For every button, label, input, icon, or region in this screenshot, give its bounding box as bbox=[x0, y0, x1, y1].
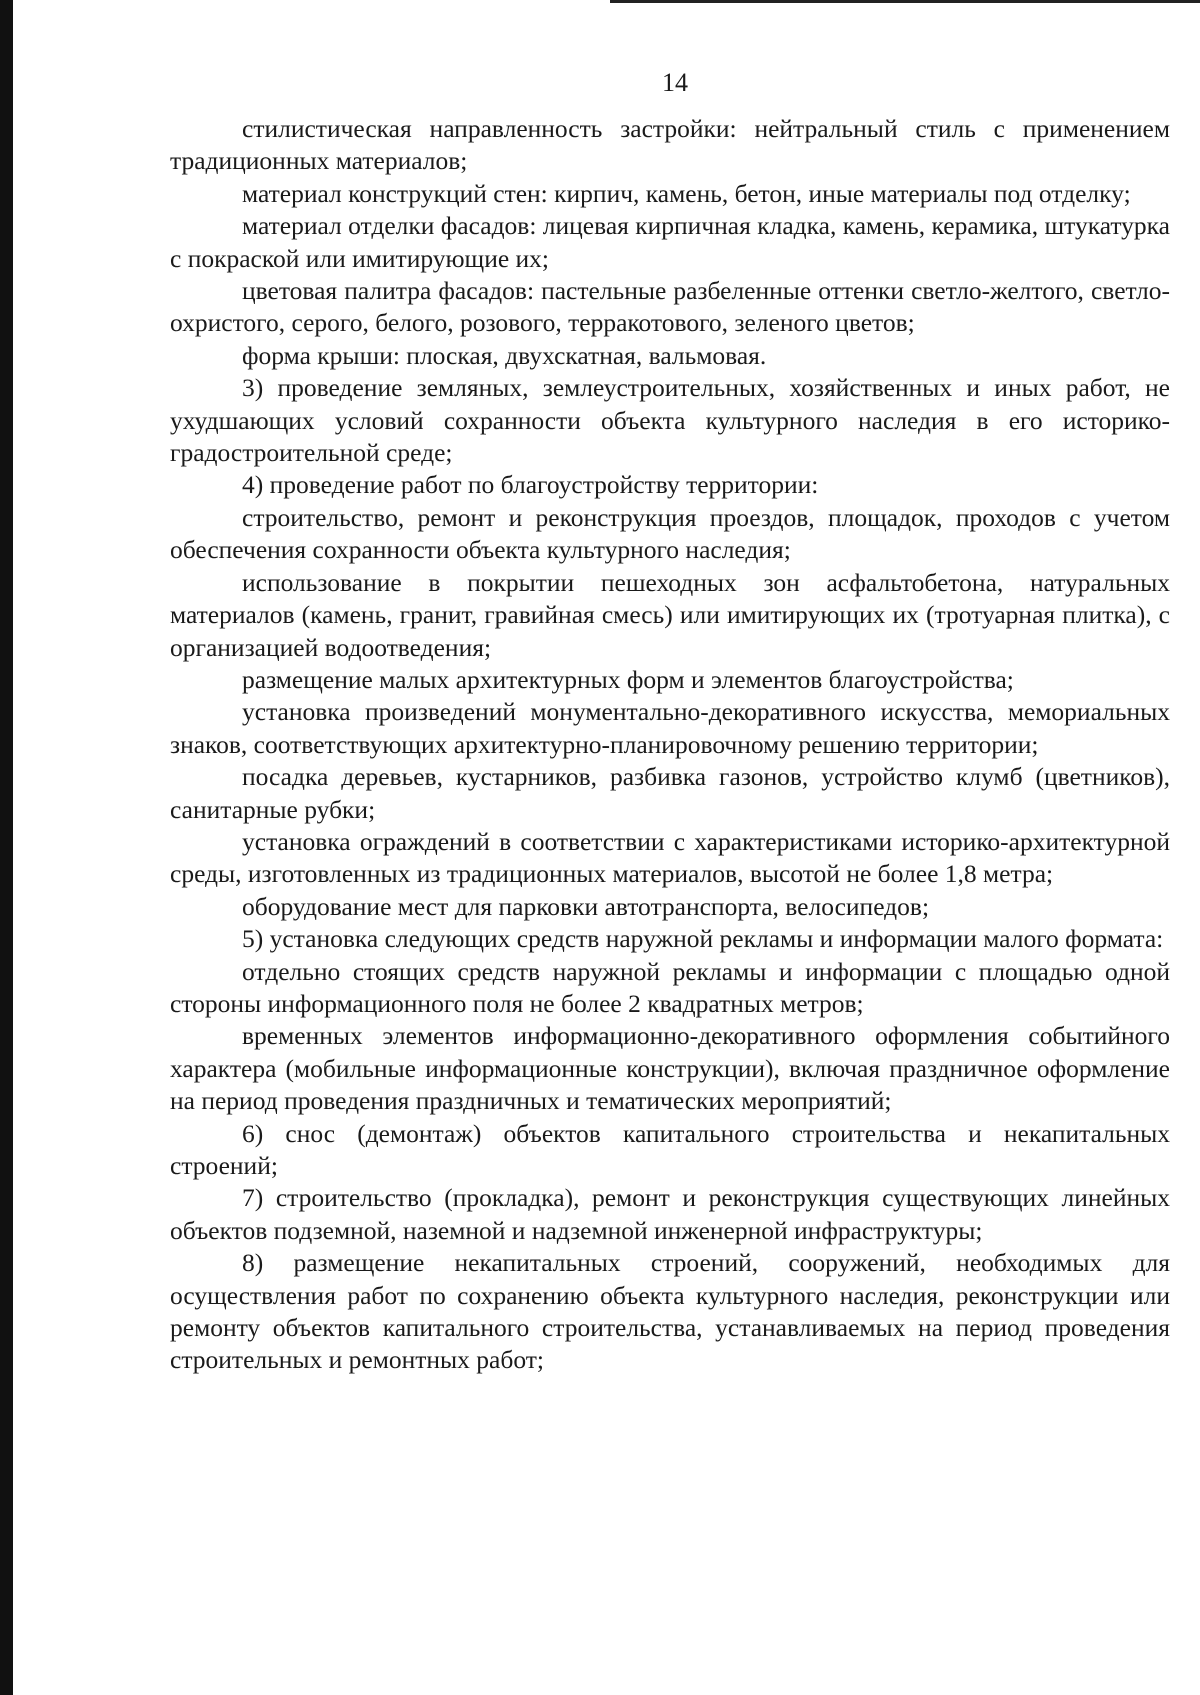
paragraph-item-8: 8) размещение некапитальных строений, сооружений, необходимых для осуществления работ по сохранению объекта культурного наследия, реконструкции или ремонту объектов капитального строительства, устанавливаемых на период проведения строительных и ремонтных работ; bbox=[170, 1248, 1170, 1375]
document-body bbox=[170, 113, 1170, 1377]
paragraph-item-3: 3) проведение земляных, землеустроительных, хозяйственных и иных работ, не ухудшающих условий сохранности объекта культурного наследия в его историко-градостроительной среде; bbox=[170, 373, 1170, 468]
paragraph-standalone-ads: отдельно стоящих средств наружной рекламы и информации с площадью одной стороны информационного поля не более 2 квадратных метров; bbox=[170, 956, 1170, 1018]
scan-edge-left bbox=[0, 0, 13, 1695]
paragraph-monuments: установка произведений монументально-декоративного искусства, мемориальных знаков, соответствующих архитектурно-планировочному решению территории; bbox=[170, 697, 1170, 759]
paragraph-facade-palette: цветовая палитра фасадов: пастельные разбеленные оттенки светло-желтого, светло-охристого, серого, белого, розового, терракотового, зеленого цветов; bbox=[170, 276, 1170, 338]
paragraph-item-5: 5) установка следующих средств наружной рекламы и информации малого формата: bbox=[242, 924, 1164, 954]
paragraph-driveways: строительство, ремонт и реконструкция проездов, площадок, проходов с учетом обеспечения сохранности объекта культурного наследия; bbox=[170, 502, 1170, 565]
paragraph-wall-material: материал конструкций стен: кирпич, камень, бетон, иные материалы под отделку; bbox=[242, 178, 1131, 208]
paragraph-style: стилистическая направленность застройки: нейтральный стиль с применением традиционных материалов; bbox=[170, 114, 1170, 176]
paragraph-pavement: использование в покрытии пешеходных зон асфальтобетона, натуральных материалов (камень, гранит, гравийная смесь) или имитирующих их (тротуарная плитка), с организацией водоотведения; bbox=[170, 567, 1170, 662]
paragraph-parking: оборудование мест для парковки автотранспорта, велосипедов; bbox=[242, 891, 930, 921]
paragraph-temporary-elements: временных элементов информационно-декоративного оформления событийного характера (мобильные информационные конструкции), включая праздничное оформление на период проведения праздничных и тематических мероприятий; bbox=[170, 1021, 1170, 1116]
paragraph-small-forms: размещение малых архитектурных форм и элементов благоустройства; bbox=[242, 664, 1014, 694]
paragraph-item-7: 7) строительство (прокладка), ремонт и реконструкция существующих линейных объектов подземной, наземной и надземной инженерной инфраструктуры; bbox=[170, 1183, 1170, 1245]
page-number: 14 bbox=[662, 68, 688, 97]
paragraph-item-6: 6) снос (демонтаж) объектов капитального строительства и некапитальных строений; bbox=[170, 1118, 1170, 1180]
paragraph-roof-form: форма крыши: плоская, двухскатная, вальмовая. bbox=[242, 340, 767, 370]
paragraph-item-4: 4) проведение работ по благоустройству территории: bbox=[242, 470, 819, 500]
paragraph-planting: посадка деревьев, кустарников, разбивка газонов, устройство клумб (цветников), санитарные рубки; bbox=[170, 762, 1170, 824]
scan-edge-top bbox=[610, 0, 1200, 3]
paragraph-facade-finish: материал отделки фасадов: лицевая кирпичная кладка, камень, керамика, штукатурка с покраской или имитирующие их; bbox=[170, 211, 1170, 273]
paragraph-fences: установка ограждений в соответствии с характеристиками историко-архитектурной среды, изготовленных из традиционных материалов, высотой не более 1,8 метра; bbox=[170, 826, 1170, 889]
